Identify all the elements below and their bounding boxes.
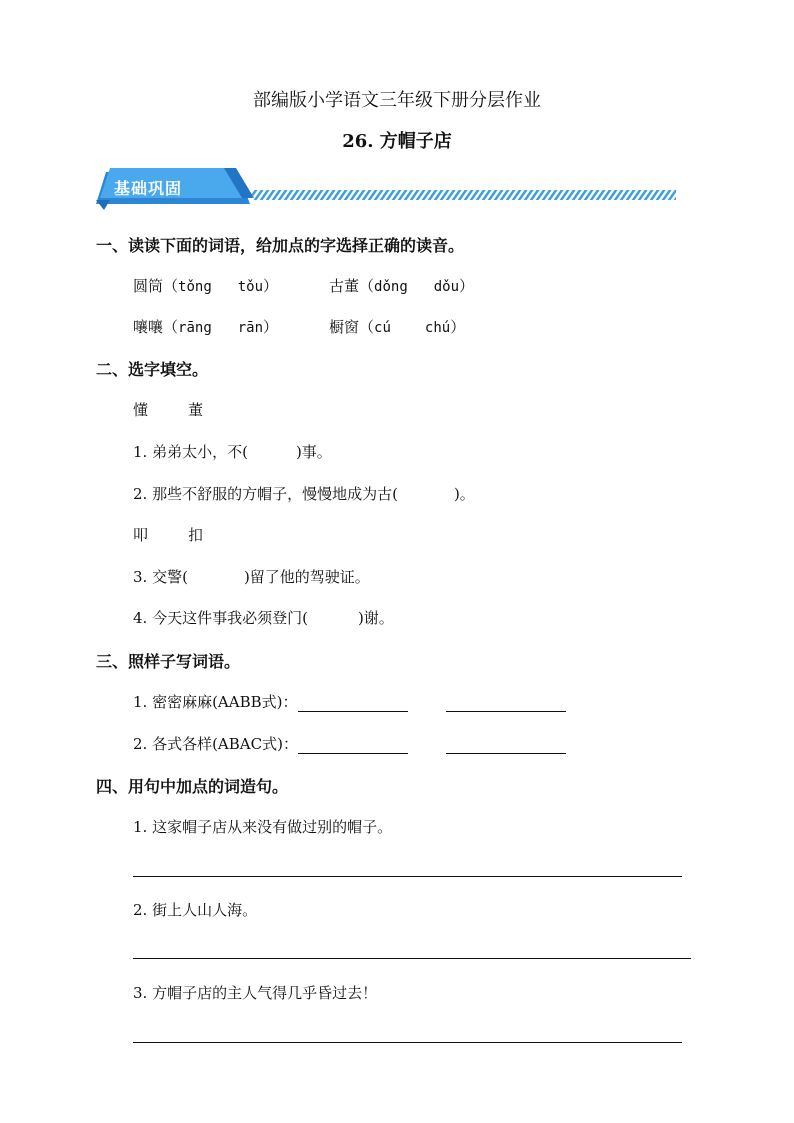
answer-blank[interactable] bbox=[446, 695, 566, 712]
char-option: 扣 bbox=[188, 526, 204, 544]
banner-label: 基础巩固 bbox=[114, 179, 183, 198]
sentence-text: 4. 今天这件事我必须登门( bbox=[133, 609, 308, 627]
q1-item-3: 嚷嚷（rāng rān） bbox=[133, 318, 279, 336]
answer-line[interactable] bbox=[133, 1042, 682, 1043]
q1-option[interactable]: rāng bbox=[178, 320, 212, 336]
q3-heading: 三、照样子写词语。 bbox=[96, 652, 241, 671]
q4-sentence-2: 2. 街上人山人海。 bbox=[133, 901, 258, 919]
q1-option[interactable]: tǒng bbox=[178, 279, 212, 295]
q4-sentence-3: 3. 方帽子店的主人气得几乎昏过去！ bbox=[133, 984, 378, 1002]
answer-blank[interactable] bbox=[298, 695, 408, 712]
answer-blank[interactable] bbox=[298, 737, 408, 754]
q1-heading: 一、读读下面的词语，给加点的字选择正确的读音。 bbox=[96, 236, 465, 255]
q1-item-1: 圆筒（tǒng tǒu） bbox=[133, 277, 279, 295]
q2-char-group-1 bbox=[133, 399, 203, 420]
q2-char-group-2 bbox=[133, 524, 203, 545]
sentence-text: 3. 交警( bbox=[133, 568, 188, 586]
q3-prompt: 2. 各式各样(ABAC式)： bbox=[133, 735, 298, 753]
q1-word: 圆筒 bbox=[133, 277, 164, 295]
q2-sentence-4 bbox=[133, 607, 394, 628]
q1-option[interactable]: dǒu bbox=[433, 279, 460, 295]
sentence-text: )谢。 bbox=[357, 609, 394, 627]
q1-item-4: 橱窗（cú chú） bbox=[329, 318, 466, 336]
q1-item-2: 古董（dǒng dǒu） bbox=[329, 277, 475, 295]
q3-line-1 bbox=[133, 691, 566, 712]
sentence-text: )留了他的驾驶证。 bbox=[243, 568, 370, 586]
q1-option[interactable]: dǒng bbox=[374, 279, 408, 295]
q1-option[interactable]: tǒu bbox=[237, 279, 264, 295]
q1-option[interactable]: cú bbox=[374, 320, 391, 336]
answer-line[interactable] bbox=[133, 958, 691, 959]
section-banner-basic bbox=[96, 168, 676, 210]
q2-sentence-2 bbox=[133, 483, 475, 504]
q3-prompt: 1. 密密麻麻(AABB式)： bbox=[133, 693, 298, 711]
q1-word: 古董 bbox=[329, 277, 360, 295]
lesson-title: 26. 方帽子店 bbox=[342, 131, 452, 152]
q1-option[interactable]: rān bbox=[237, 320, 264, 336]
answer-line[interactable] bbox=[133, 876, 682, 877]
char-option: 叩 bbox=[133, 526, 149, 544]
q1-word: 嚷嚷 bbox=[133, 318, 164, 336]
sentence-text: 2. 那些不舒服的方帽子，慢慢地成为古( bbox=[133, 485, 398, 503]
answer-blank[interactable] bbox=[446, 737, 566, 754]
q3-line-2 bbox=[133, 733, 566, 754]
sentence-text: )事。 bbox=[295, 443, 332, 461]
q1-option[interactable]: chú bbox=[424, 320, 451, 336]
q2-sentence-3 bbox=[133, 566, 370, 587]
q4-heading: 四、用句中加点的词造句。 bbox=[96, 777, 289, 796]
char-option: 懂 bbox=[133, 401, 149, 419]
char-option: 董 bbox=[188, 401, 204, 419]
q2-heading: 二、选字填空。 bbox=[96, 360, 209, 379]
q1-word: 橱窗 bbox=[329, 318, 360, 336]
sentence-text: )。 bbox=[453, 485, 475, 503]
q2-sentence-1 bbox=[133, 441, 332, 462]
document-title: 部编版小学语文三年级下册分层作业 bbox=[253, 90, 541, 111]
sentence-text: 1. 弟弟太小，不( bbox=[133, 443, 248, 461]
q4-sentence-1: 1. 这家帽子店从来没有做过别的帽子。 bbox=[133, 818, 393, 836]
banner-graphic bbox=[96, 168, 676, 210]
